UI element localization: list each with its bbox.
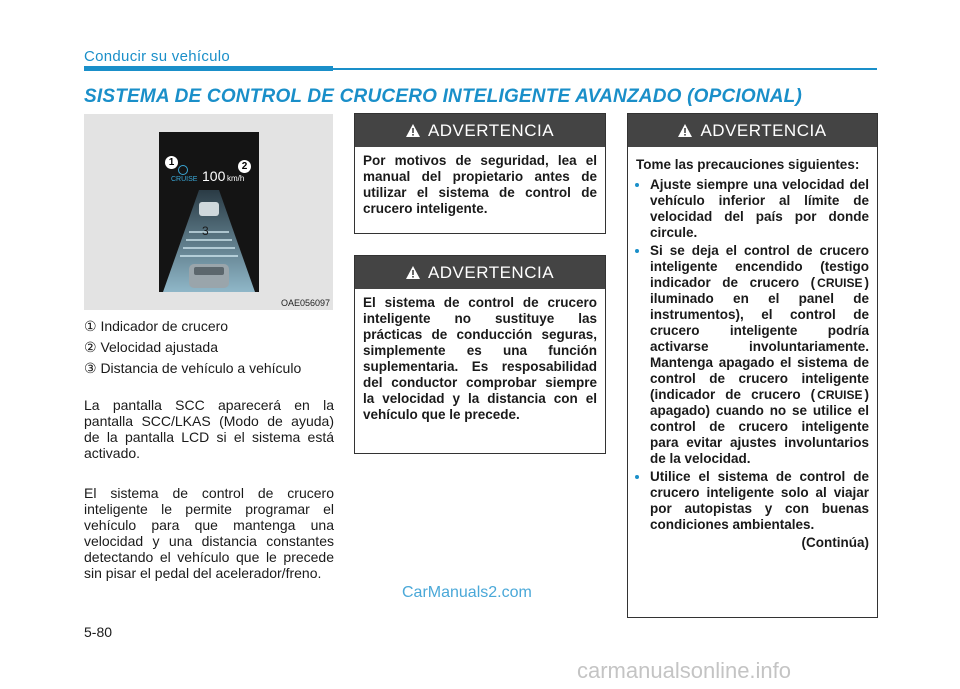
warning-header [355,256,605,289]
warning-header [355,114,605,147]
warning-intro: Tome las precauciones siguientes: [636,157,860,172]
warning-list-item [650,243,869,467]
cruise-indicator-icon: CRUISE [817,388,863,402]
section-header: Conducir su vehículo [84,48,231,65]
page-title: SISTEMA DE CONTROL DE CRUCERO INTELIGENTE AVANZADO (OPCIONAL) [84,86,803,107]
body-paragraph: La pantalla SCC aparecerá en la pantalla SCC/LKAS (Modo de ayuda) de la pantalla LCD si el sistema está activado. [84,397,334,461]
warning-item-part: Si se deja el control de crucero inteligente encendido (testigo indicador de crucero ( [650,243,869,290]
warning-heading: ADVERTENCIA [700,120,827,140]
warning-heading: ADVERTENCIA [427,262,555,282]
warning-text: Por motivos de seguridad, lea el manual del propietario antes de utilizar el sistema de control de crucero inteligente. [363,153,597,216]
warning-box-2 [354,255,606,454]
figure-legend [84,316,301,379]
warning-item-part: ) iluminado en el panel de instrumentos), el control de crucero inteligente podría activarse involuntariamente. Mantenga apagado el sistema de control de crucero inteligente (indicador de crucero ( [650,275,869,402]
cruise-label: CRUISE [171,176,198,183]
header-rule-thin [333,68,877,70]
continued-label: (Continúa) [801,535,869,550]
watermark[interactable]: carmanualsonline.info [577,658,792,683]
warning-list-item: • Utilice el sistema de control de crucero inteligente solo al viajar por autopistas y con buenas condiciones ambientales. [650,469,869,533]
warning-box-3 [627,113,878,618]
body-paragraph: El sistema de control de crucero inteligente le permite programar el vehículo para que mantenga una velocidad y una distancia constantes detectando el vehículo que le precede sin pisar el pedal del acelerador/freno. [84,485,334,581]
header-rule-thick [84,66,333,71]
callout-2: 2 [238,160,251,173]
figure-code: OAE056097 [280,298,330,308]
warning-text: El sistema de control de crucero inteligente no sustituye las prácticas de conducción seguras, simplemente es una función suplementaria. Es resposabilidad del conductor comprobar siempre la velocidad y la distancia con el vehículo que le precede. [363,295,597,422]
set-speed: 100 [202,168,226,184]
warning-header [628,114,877,147]
warning-text [628,147,877,557]
speed-unit: km/h [227,174,245,183]
warning-list-item: • Ajuste siempre una velocidad del vehículo inferior al límite de velocidad del país por donde circule. [650,177,869,241]
warning-box-1 [354,113,606,234]
warning-heading: ADVERTENCIA [427,120,555,140]
cruise-indicator-icon: CRUISE [817,276,863,290]
warning-triangle-icon [678,124,692,137]
callout-1: 1 [165,156,178,169]
warning-triangle-icon [406,124,420,137]
callout-3: 3 [202,224,209,238]
page-number: 5-80 [84,624,113,640]
warning-list [636,177,869,533]
legend-item: ① Indicador de crucero [84,318,229,334]
warning-item-part: ) apagado) cuando no se utilice el control de crucero inteligente para evitar ajustes involuntarios de la velocidad. [650,387,869,466]
watermark[interactable]: CarManuals2.com [402,584,532,601]
cruise-icon [178,165,188,175]
warning-triangle-icon [406,266,420,279]
cluster-figure [84,114,333,310]
legend-item: ② Velocidad ajustada [84,339,218,355]
legend-item: ③ Distancia de vehículo a vehículo [84,360,302,376]
